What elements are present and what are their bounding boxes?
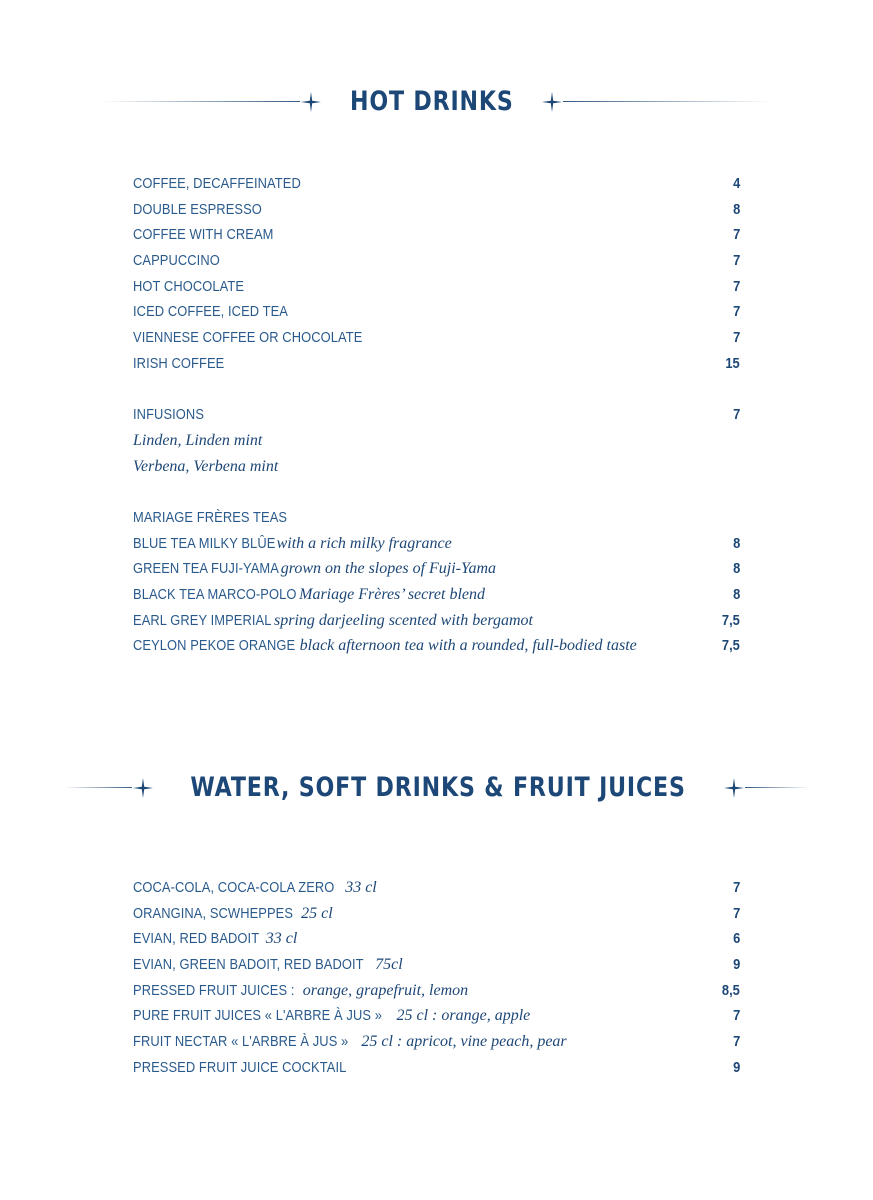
sparkle-star-icon bbox=[300, 91, 322, 113]
item-name: HOT CHOCOLATE bbox=[133, 277, 245, 295]
item-price: 7 bbox=[732, 303, 740, 321]
menu-item bbox=[133, 351, 740, 377]
section-title-hot-drinks: HOT DRINKS bbox=[349, 86, 514, 117]
item-description: orange, grapefruit, lemon bbox=[302, 981, 469, 999]
item-price: 7 bbox=[732, 1033, 740, 1051]
item-price: 9 bbox=[732, 1058, 740, 1076]
item-price: 8 bbox=[732, 560, 740, 578]
item-description: 33 cl bbox=[345, 879, 377, 896]
item-description: Mariage Frères’ secret blend bbox=[299, 586, 485, 603]
menu-item bbox=[133, 325, 740, 351]
menu-item bbox=[133, 1029, 740, 1055]
menu-item bbox=[133, 875, 740, 901]
item-price: 7 bbox=[732, 226, 740, 244]
item-description: 33 cl bbox=[265, 930, 298, 948]
item-name: ORANGINA, SCWHEPPES bbox=[133, 904, 294, 922]
item-name: INFUSIONS bbox=[133, 406, 205, 424]
hot-drinks-header bbox=[0, 86, 873, 117]
item-description: 25 cl bbox=[301, 904, 333, 922]
menu-item bbox=[133, 1003, 740, 1029]
item-description: black afternoon tea with a rounded, full-bodied taste bbox=[299, 637, 637, 655]
menu-item bbox=[133, 633, 740, 659]
item-price: 8 bbox=[732, 200, 740, 218]
sparkle-star-icon bbox=[541, 91, 563, 113]
infusion-option-text: Linden, Linden mint bbox=[133, 431, 263, 449]
menu-item bbox=[133, 299, 740, 325]
item-name: PURE FRUIT JUICES « L'ARBRE À JUS » bbox=[133, 1007, 382, 1025]
infusion-option bbox=[133, 454, 740, 480]
menu-item bbox=[133, 926, 740, 952]
item-price: 7 bbox=[732, 329, 740, 347]
teas-heading-text: MARIAGE FRÈRES TEAS bbox=[133, 508, 288, 526]
menu-item bbox=[133, 171, 740, 197]
sparkle-star-icon bbox=[723, 777, 745, 799]
item-price: 8,5 bbox=[722, 981, 740, 999]
teas-heading bbox=[133, 505, 740, 531]
title-rule-right bbox=[723, 777, 809, 799]
item-name: IRISH COFFEE bbox=[133, 354, 225, 372]
infusion-option bbox=[133, 428, 740, 454]
item-price: 7,5 bbox=[722, 637, 740, 655]
item-price: 4 bbox=[732, 175, 740, 192]
menu-item bbox=[133, 197, 740, 223]
item-description: spring darjeeling scented with bergamot bbox=[274, 611, 533, 629]
item-price: 7 bbox=[732, 879, 740, 896]
item-name: CEYLON PEKOE ORANGE bbox=[133, 637, 296, 655]
sparkle-star-icon bbox=[132, 777, 154, 799]
item-name: EVIAN, RED BADOIT bbox=[133, 930, 260, 948]
item-price: 7 bbox=[732, 277, 740, 295]
item-name: EARL GREY IMPERIAL bbox=[133, 611, 272, 629]
item-name: DOUBLE ESPRESSO bbox=[133, 200, 262, 218]
item-name: PRESSED FRUIT JUICE COCKTAIL bbox=[133, 1058, 347, 1076]
item-description: 75cl bbox=[375, 956, 403, 974]
section-title-soft-drinks: WATER, SOFT DRINKS & FRUIT JUICES bbox=[190, 772, 687, 803]
item-description: 25 cl : orange, apple bbox=[396, 1007, 531, 1025]
menu-item bbox=[133, 556, 740, 582]
title-rule-left bbox=[64, 777, 154, 799]
title-rule-right bbox=[541, 91, 771, 113]
soft-drinks-header bbox=[0, 772, 873, 803]
item-price: 15 bbox=[725, 354, 740, 372]
item-price: 7 bbox=[732, 1007, 740, 1025]
item-name: EVIAN, GREEN BADOIT, RED BADOIT bbox=[133, 956, 364, 974]
item-name: COFFEE, DECAFFEINATED bbox=[133, 175, 301, 192]
item-name: CAPPUCCINO bbox=[133, 252, 220, 270]
menu-item bbox=[133, 952, 740, 978]
item-description: grown on the slopes of Fuji-Yama bbox=[280, 560, 496, 578]
item-price: 7 bbox=[732, 252, 740, 270]
item-description: 25 cl : apricot, vine peach, pear bbox=[361, 1033, 567, 1051]
menu-item bbox=[133, 248, 740, 274]
item-name: FRUIT NECTAR « L'ARBRE À JUS » bbox=[133, 1033, 349, 1051]
title-rule-left bbox=[102, 91, 322, 113]
item-price: 7 bbox=[732, 904, 740, 922]
item-price: 8 bbox=[732, 586, 740, 603]
item-price: 7,5 bbox=[722, 611, 740, 629]
menu-item bbox=[133, 901, 740, 927]
menu-item bbox=[133, 582, 740, 608]
item-name: BLUE TEA MILKY BLÛE bbox=[133, 534, 276, 552]
soft-drinks-list bbox=[133, 875, 740, 1081]
menu-item bbox=[133, 222, 740, 248]
menu-item bbox=[133, 531, 740, 557]
menu-item bbox=[133, 274, 740, 300]
menu-item-infusions bbox=[133, 402, 740, 428]
item-name: COCA-COLA, COCA-COLA ZERO bbox=[133, 879, 335, 896]
menu-item bbox=[133, 978, 740, 1004]
menu-item bbox=[133, 608, 740, 634]
item-description: with a rich milky fragrance bbox=[276, 534, 452, 552]
item-name: ICED COFFEE, ICED TEA bbox=[133, 303, 288, 321]
item-price: 6 bbox=[732, 930, 740, 948]
item-name: COFFEE WITH CREAM bbox=[133, 226, 274, 244]
item-price: 8 bbox=[732, 534, 740, 552]
hot-drinks-list bbox=[133, 171, 740, 659]
infusion-option-text: Verbena, Verbena mint bbox=[133, 457, 279, 475]
item-name: VIENNESE COFFEE OR CHOCOLATE bbox=[133, 329, 363, 347]
item-name: GREEN TEA FUJI-YAMA bbox=[133, 560, 279, 578]
menu-item bbox=[133, 1055, 740, 1081]
item-name: BLACK TEA MARCO-POLO bbox=[133, 586, 297, 603]
item-name: PRESSED FRUIT JUICES : bbox=[133, 981, 295, 999]
item-price: 9 bbox=[732, 956, 740, 974]
item-price: 7 bbox=[732, 406, 740, 424]
